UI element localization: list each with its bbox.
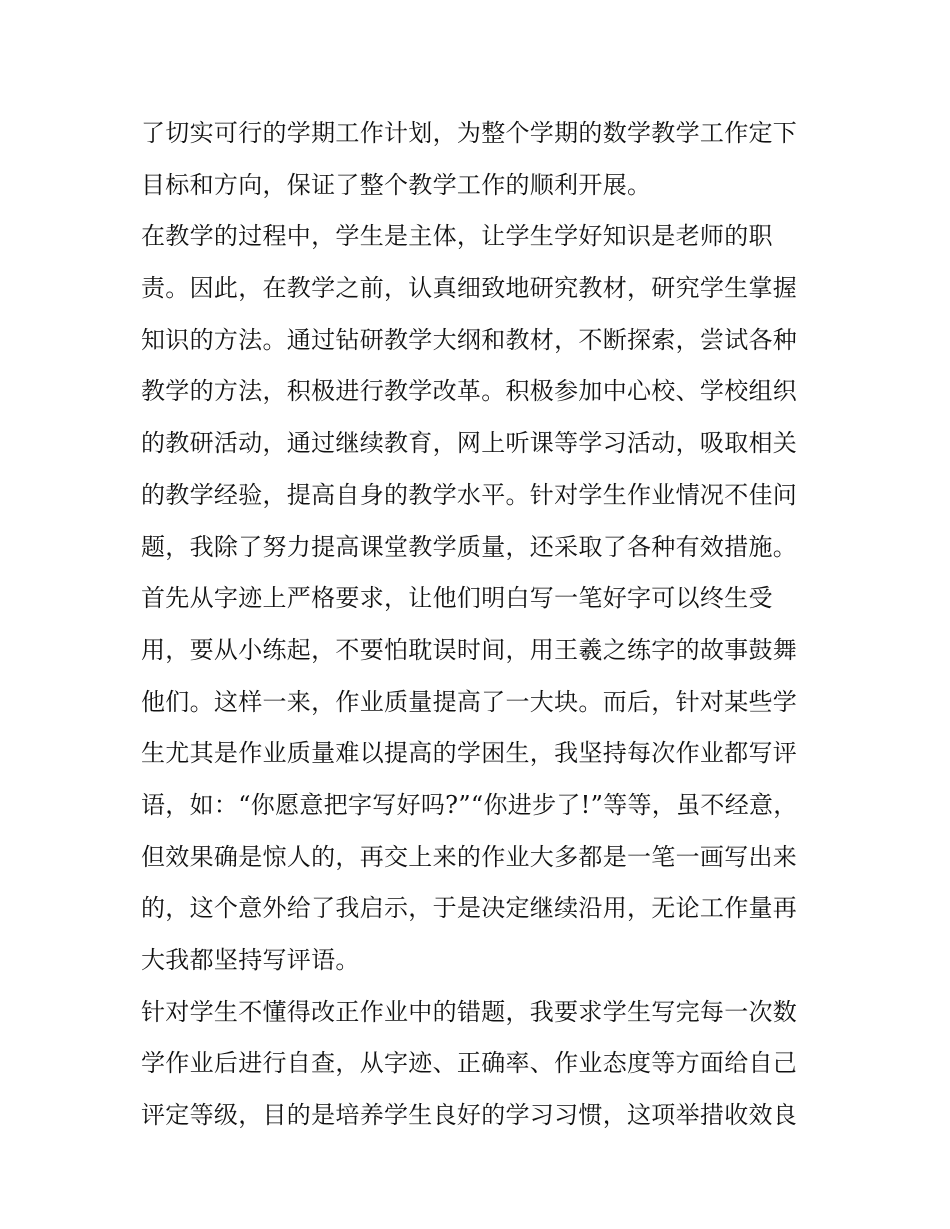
text-line: 目标和方向，保证了整个教学工作的顺利开展。 — [141, 170, 652, 199]
text-line: 但效果确是惊人的，再交上来的作业大多都是一笔一画写出来 — [141, 842, 798, 871]
text-line: 知识的方法。通过钻研教学大纲和教材，不断探索，尝试各种 — [141, 325, 798, 354]
text-line: 用，要从小练起，不要怕耽误时间，用王羲之练字的故事鼓舞 — [141, 635, 798, 664]
text-line: 的教学经验，提高自身的教学水平。针对学生作业情况不佳问 — [141, 480, 798, 509]
text-line: 大我都坚持写评语。 — [141, 946, 360, 974]
text-line: 他们。这样一来，作业质量提高了一大块。而后，针对某些学 — [141, 687, 798, 716]
text-line: 的，这个意外给了我启示，于是决定继续沿用，无论工作量再 — [141, 894, 798, 923]
text-line: 的教研活动，通过继续教育，网上听课等学习活动，吸取相关 — [141, 429, 798, 458]
text-line: 在教学的过程中，学生是主体，让学生学好知识是老师的职 — [141, 222, 773, 251]
text-line: 首先从字迹上严格要求，让他们明白写一笔好字可以终生受 — [141, 584, 773, 613]
text-line: 语，如：“你愿意把字写好吗?”“你进步了!”等等，虽不经意， — [141, 790, 798, 819]
text-line: 责。因此，在教学之前，认真细致地研究教材，研究学生掌握 — [141, 274, 798, 303]
text-line: 了切实可行的学期工作计划，为整个学期的数学教学工作定下 — [141, 119, 798, 147]
text-line: 题，我除了努力提高课堂教学质量，还采取了各种有效措施。 — [141, 532, 798, 561]
text-line: 评定等级，目的是培养学生良好的学习习惯，这项举措收效良 — [141, 1101, 798, 1130]
document-body — [141, 108, 821, 1142]
text-line: 生尤其是作业质量难以提高的学困生，我坚持每次作业都写评 — [141, 739, 798, 768]
text-line: 教学的方法，积极进行教学改革。积极参加中心校、学校组织 — [141, 377, 798, 406]
text-line: 针对学生不懂得改正作业中的错题，我要求学生写完每一次数 — [141, 997, 798, 1026]
text-line: 学作业后进行自查，从字迹、正确率、作业态度等方面给自己 — [141, 1049, 798, 1078]
